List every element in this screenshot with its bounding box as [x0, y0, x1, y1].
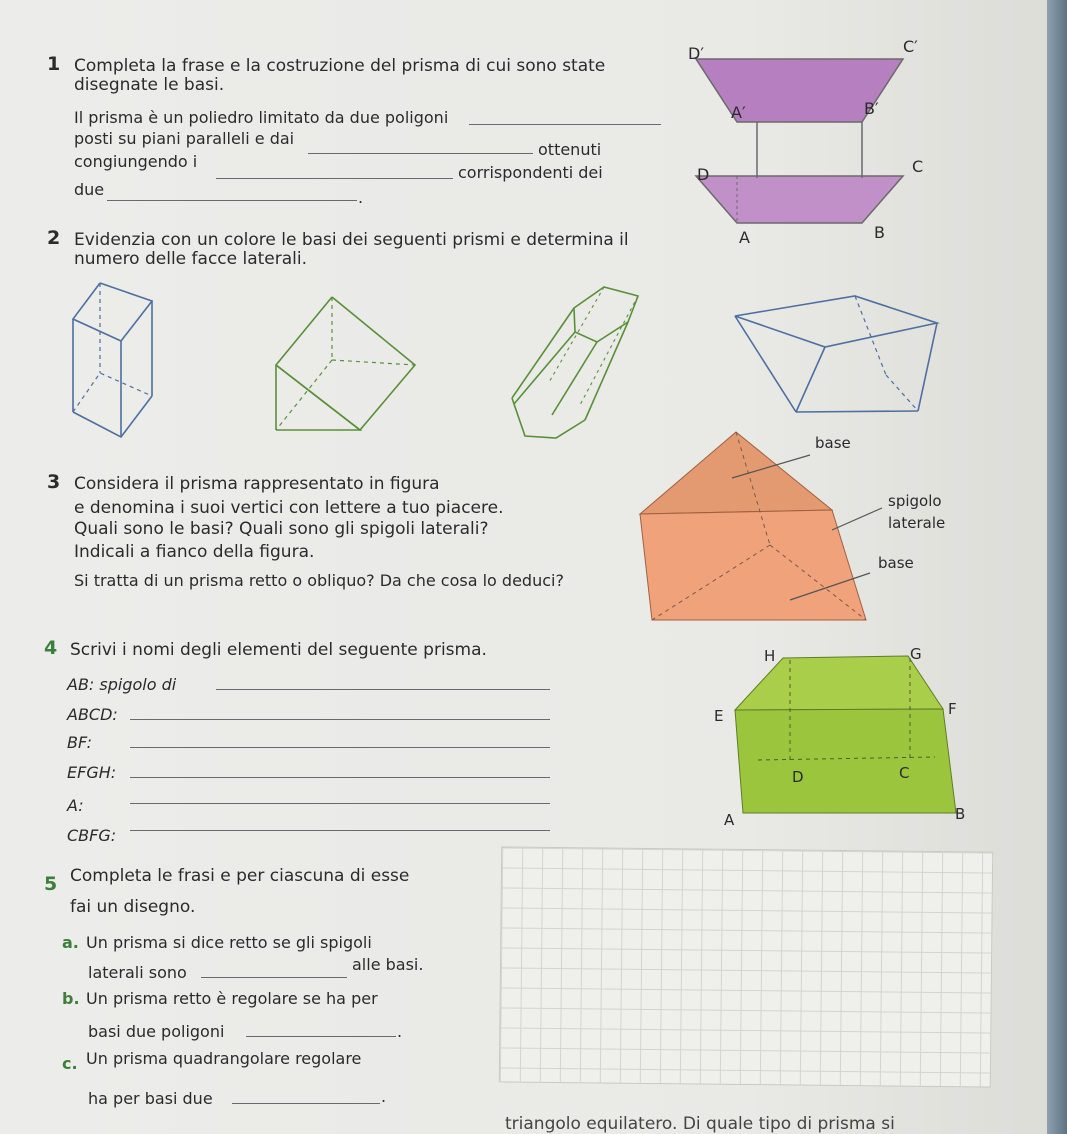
- ex1-sentence-end: .: [358, 188, 364, 207]
- ex3-line5: Si tratta di un prisma retto o obliquo? Da che cosa lo deduci?: [74, 571, 564, 590]
- ex3-line3: Quali sono le basi? Quali sono gli spigoli laterali?: [74, 519, 489, 539]
- ex5-title-line1: Completa le frasi e per ciascuna di esse: [70, 866, 410, 886]
- ex3-label-spigolo: spigolo: [888, 492, 942, 510]
- ex1-vertex-B: B: [874, 223, 885, 242]
- ex1-sentence-4: congiungendo i: [74, 152, 198, 171]
- ex1-sentence-5: corrispondenti dei: [458, 163, 603, 182]
- ex4-vertex-A: A: [724, 811, 735, 829]
- ex5-b-line1: Un prisma retto è regolare se ha per: [86, 989, 378, 1008]
- ex4-front-face: [735, 709, 956, 813]
- ex2-number: 2: [47, 227, 61, 249]
- ex5-c-line2: ha per basi due: [88, 1089, 213, 1108]
- ex5-a-blank[interactable]: [201, 977, 347, 978]
- ex4-item-EFGH: EFGH:: [67, 763, 117, 782]
- ex2-title-line2: numero delle facce laterali.: [74, 249, 308, 269]
- ex4-vertex-D: D: [792, 768, 804, 786]
- ex5-a-line2-end: alle basi.: [352, 955, 424, 974]
- ex5-b-blank[interactable]: [246, 1036, 396, 1037]
- ex1-vertex-C-prime: C′: [903, 37, 918, 56]
- ex1-vertex-D-prime: D′: [688, 44, 704, 63]
- ex3-line1: Considera il prisma rappresentato in figura: [74, 474, 440, 494]
- ex1-number: 1: [47, 53, 61, 75]
- ex2-title-line1: Evidenzia con un colore le basi dei seguenti prismi e determina il: [74, 230, 629, 250]
- footer-cutoff-text: triangolo equilatero. Di quale tipo di prisma si: [505, 1114, 895, 1134]
- ex1-sentence-6: due: [74, 180, 105, 199]
- ex5-c-letter: c.: [62, 1054, 78, 1073]
- ex1-vertex-D: D: [697, 165, 710, 184]
- ex5-c-blank[interactable]: [232, 1103, 380, 1104]
- ex4-vertex-C: C: [899, 764, 910, 782]
- ex3-label-base-top: base: [815, 434, 851, 452]
- ex4-vertex-E: E: [714, 707, 724, 725]
- ex4-item-ABCD: ABCD:: [67, 705, 118, 724]
- ex1-title-line2: disegnate le basi.: [74, 75, 225, 95]
- ex5-b-line2: basi due poligoni: [88, 1022, 225, 1041]
- ex5-number: 5: [44, 873, 58, 895]
- ex5-c-line1: Un prisma quadrangolare regolare: [86, 1049, 362, 1068]
- ex5-a-line1: Un prisma si dice retto se gli spigoli: [86, 933, 372, 952]
- ex4-vertex-B: B: [955, 805, 966, 823]
- ex3-label-base-bottom: base: [878, 554, 914, 572]
- ex5-title-line2: fai un disegno.: [70, 897, 196, 917]
- ex1-vertex-A: A: [739, 228, 750, 247]
- ex4-vertex-F: F: [948, 700, 957, 718]
- ex3-line2: e denomina i suoi vertici con lettere a tuo piacere.: [74, 498, 504, 518]
- ex4-item-CBFG: CBFG:: [67, 826, 117, 845]
- ex4-item-AB: AB: spigolo di: [67, 675, 177, 694]
- ex5-b-end: .: [397, 1022, 403, 1041]
- ex1-vertex-B-prime: B′: [864, 99, 879, 118]
- ex5-c-end: .: [381, 1087, 387, 1106]
- ex1-sentence-2: posti su piani paralleli e dai: [74, 129, 295, 148]
- ex5-a-letter: a.: [62, 933, 79, 952]
- ex4-vertex-G: G: [910, 645, 922, 663]
- ex3-label-laterale: laterale: [888, 514, 946, 532]
- ex1-title-line1: Completa la frase e la costruzione del prisma di cui sono state: [74, 56, 606, 76]
- ex1-vertex-A-prime: A′: [731, 103, 746, 122]
- ex5-a-line2: laterali sono: [88, 963, 187, 982]
- ex1-sentence-3: ottenuti: [538, 140, 602, 159]
- ex3-number: 3: [47, 471, 61, 493]
- ex5-drawing-grid[interactable]: [499, 846, 993, 1087]
- ex4-item-A: A:: [67, 796, 84, 815]
- ex1-vertex-C: C: [912, 157, 924, 176]
- ex3-line4: Indicali a fianco della figura.: [74, 542, 315, 562]
- ex4-number: 4: [44, 637, 58, 659]
- ex4-title: Scrivi i nomi degli elementi del seguente prisma.: [70, 640, 487, 660]
- ex4-item-BF: BF:: [67, 733, 92, 752]
- ex1-sentence-1: Il prisma è un poliedro limitato da due poligoni: [74, 108, 449, 127]
- ex4-vertex-H: H: [764, 647, 776, 665]
- ex5-b-letter: b.: [62, 989, 80, 1008]
